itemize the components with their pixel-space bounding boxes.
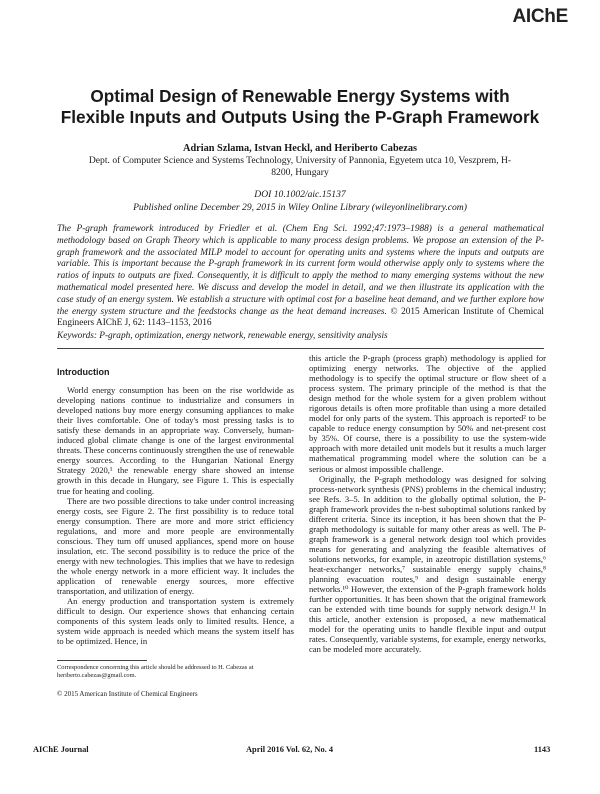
footnote-divider — [57, 660, 147, 661]
affiliation: Dept. of Computer Science and Systems Technology, University of Pannonia, Egyetem utca 10, Veszprem, H-8200, Hungary — [88, 155, 512, 178]
article-title: Optimal Design of Renewable Energy Systems with Flexible Inputs and Outputs Using the P-Graph Framework — [60, 86, 540, 127]
publication-info: Published online December 29, 2015 in Wiley Online Library (wileyonlinelibrary.com) — [133, 202, 467, 213]
paragraph: this article the P-graph (process graph) methodology is applied for optimizing energy networks. The objective of the applied methodology is to specify the optimal structure or flow sheet of a process system. The primary principle of the method is that the design method for the whole system for a given problem without rigorous details is often more profitable than using a more detailed model for only parts of the system. This approach is reported² to be capable to reduce energy consumption by 50% and net-present cost by 35%. Of course, there is a possibility to use the system-wide approach with more detailed unit models but it results a much larger mathematical programming model where the solution can be a serious or almost impossible challenge. — [309, 353, 546, 474]
correspondence-footnote: Correspondence concerning this article should be addressed to H. Cabezas at heriberto.cabezas@gmail.com. — [57, 664, 254, 679]
footer-issue: April 2016 Vol. 62, No. 4 — [246, 745, 334, 754]
abstract-copyright: © 2015 American Institute of Chemical Engineers AIChE J, 62: 1143–1153, 2016 — [57, 306, 544, 329]
footer-journal: AIChE Journal — [33, 745, 89, 754]
right-column — [309, 353, 546, 654]
paragraph: An energy production and transportation system is extremely difficult to design. Our experience shows that enhancing certain components of this system leads only to limited results. Hence, a system wide approach is needed which means the system itself has to be optimized. Hence, in — [57, 596, 294, 647]
left-column — [57, 353, 294, 646]
journal-logo: AIChE — [512, 6, 568, 27]
abstract — [57, 224, 544, 330]
paragraph: World energy consumption has been on the rise worldwide as developing nations continue to industrialize and consumers in developed nations buy more energy consuming appliances to make their lives comfortable. One of today's most pressing tasks is to satisfy these demands in an appropriate way. Conversely, human-induced global climate change is one of the largest environmental threats. These concerns continuously strengthen the use of renewable energy sources. According to the Hungarian National Energy Strategy 2020,¹ the renewable energy share showed an intense growth in this decade in Hungary, see Figure 1. This is especially true for heating and cooling. — [57, 385, 294, 496]
authors: Adrian Szlama, Istvan Heckl, and Heriberto Cabezas — [183, 143, 417, 154]
keywords: Keywords: P-graph, optimization, energy network, renewable energy, sensitivity analysis — [57, 331, 388, 341]
doi[interactable]: DOI 10.1002/aic.15137 — [254, 189, 346, 200]
abstract-text: The P-graph framework introduced by Friedler et al. (Chem Eng Sci. 1992;47:1973–1988) is a general mathematical methodology based on Graph Theory which is applicable to many process design problems. We propose an extension of the P-graph framework and the associated MILP model to account for operating units and systems where the inputs and outputs are variable. This is important because the P-graph framework in its current form would otherwise apply only to systems where the ratios of inputs to outputs are fixed. Consequently, it is difficult to apply the method to many emerging systems without the new mathematical model presented here. We discuss and develop the model in detail, and we then illustrate its application with the case study of an energy system. We establish a structure with optimal cost for a baseline heat demand, and we further explore how the energy system structure and the feedstocks change as the heat demand increases. — [57, 224, 544, 317]
paragraph: There are two possible directions to take under control increasing energy costs, see Figure 2. The first possibility is to reduce total energy consumption. There are more and more strict efficiency regulations, and more and more people are environmentally conscious. They turn off unused appliances, spend more on house insulation, etc. The second possibility is to reduce the price of the energy with new technologies. This implies that we have to redesign the whole energy network in a more efficient way. It includes the application of renewable energy sources, more effective transportation, and utilization of energy. — [57, 495, 294, 596]
section-heading-introduction: Introduction — [57, 367, 110, 377]
footer-page-number: 1143 — [534, 745, 551, 754]
copyright-line: © 2015 American Institute of Chemical Engineers — [57, 690, 198, 698]
paragraph: Originally, the P-graph methodology was designed for solving process-network synthesis (PNS) problems in the chemical industry; see Refs. 3–5. In addition to the globally optimal solution, the P-graph framework provides the n-best suboptimal solutions ranked by different criteria. Since its inception, it has been shown that the P-graph methodology is suitable for many other areas as well. The P-graph framework is a general network design tool which provides means for generating and analyzing the feasible alternatives of solutions networks, for example, in azeotropic distillation systems,⁶ heat-exchanger networks,⁷ sustainable energy supply chains,⁸ planning evacuation routes,⁹ and design sustainable energy networks.¹⁰ However, the extension of the P-graph framework holds further opportunities. It has been shown that the original framework can be extended with time bounds for supply network design.¹¹ In this article, another extension is proposed, a new mathematical model for the operating units to handle flexible input and output rates. Consequently, variable systems, for example, energy networks, can be modeled more accurately. — [309, 473, 546, 655]
section-divider — [57, 348, 544, 349]
